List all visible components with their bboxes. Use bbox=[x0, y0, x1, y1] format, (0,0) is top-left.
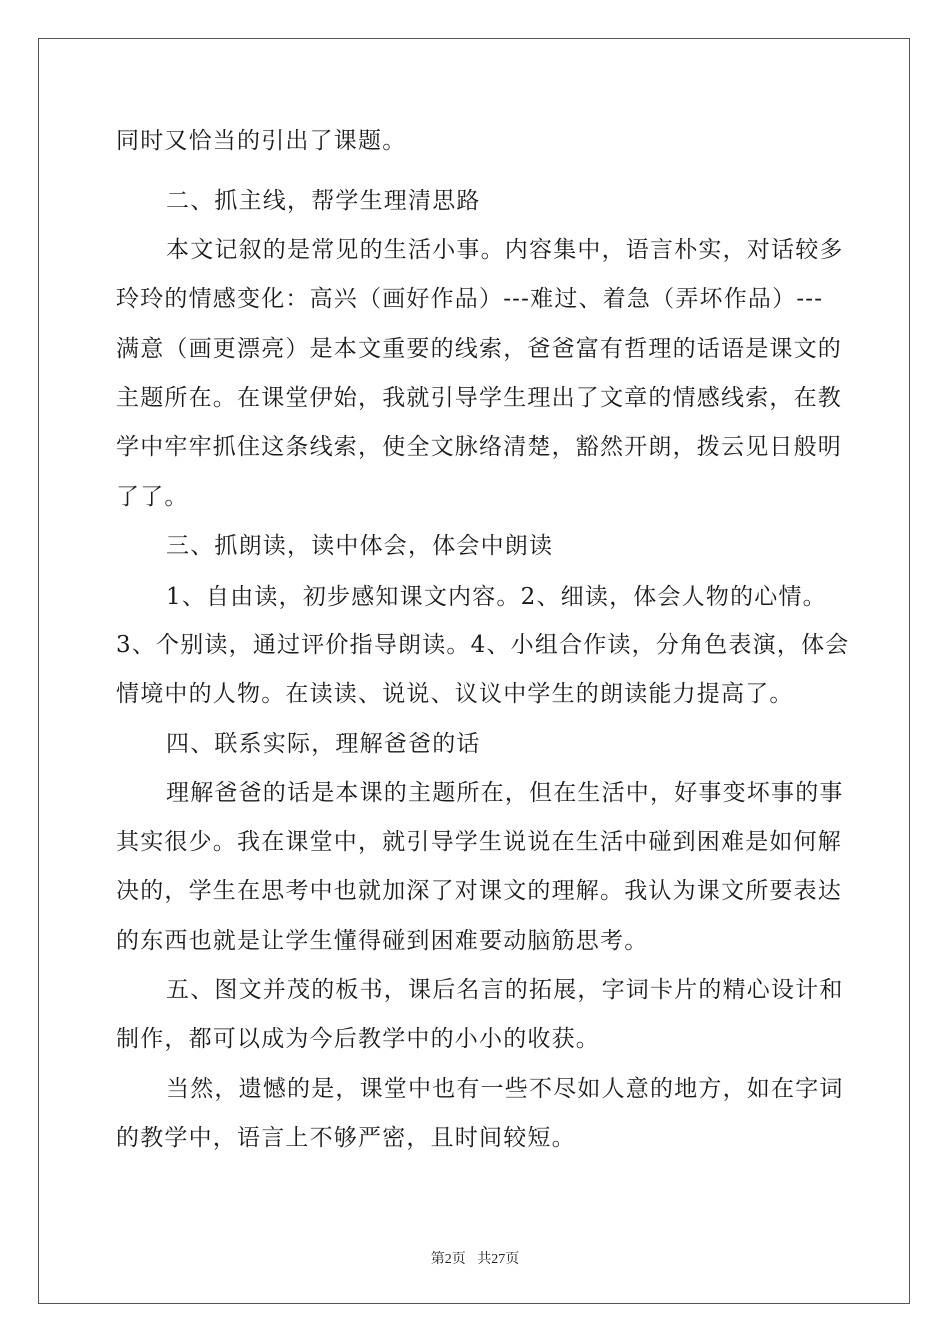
text-line: 情境中的人物。在读读、说说、议议中学生的朗读能力提高了。 bbox=[116, 681, 794, 707]
text-line: 1、自由读，初步感知课文内容。2、细读，体会人物的心情。 bbox=[166, 584, 827, 610]
text-line: 当然，遗憾的是，课堂中也有一些不尽如人意的地方，如在字词 bbox=[166, 1076, 844, 1102]
current-page-indicator: 第2页 bbox=[430, 1252, 466, 1267]
text-line: 学中牢牢抓住这条线索，使全文脉络清楚，豁然开朗，拨云见日般明 bbox=[116, 434, 842, 460]
text-line: 满意（画更漂亮）是本文重要的线索，爸爸富有哲理的话语是课文的 bbox=[116, 336, 842, 362]
text-line: 其实很少。我在课堂中，就引导学生说说在生活中碰到困难是如何解 bbox=[116, 829, 842, 855]
text-line: 了了。 bbox=[116, 484, 189, 510]
section-heading: 三、抓朗读，读中体会，体会中朗读 bbox=[166, 533, 554, 559]
text-line: 的东西也就是让学生懂得碰到困难要动脑筋思考。 bbox=[116, 928, 649, 954]
text-line: 玲玲的情感变化：高兴（画好作品）---难过、着急（弄坏作品）--- bbox=[116, 286, 824, 312]
section-heading: 四、联系实际，理解爸爸的话 bbox=[166, 731, 481, 757]
text-line: 制作，都可以成为今后教学中的小小的收获。 bbox=[116, 1026, 600, 1052]
text-line: 五、图文并茂的板书，课后名言的拓展，字词卡片的精心设计和 bbox=[166, 977, 844, 1003]
text-line: 的教学中，语言上不够严密，且时间较短。 bbox=[116, 1125, 576, 1151]
text-line: 理解爸爸的话是本课的主题所在，但在生活中，好事变坏事的事 bbox=[166, 780, 844, 806]
text-line: 本文记叙的是常见的生活小事。内容集中，语言朴实，对话较多 bbox=[166, 237, 844, 263]
page-footer bbox=[0, 1248, 950, 1268]
text-line: 决的，学生在思考中也就加深了对课文的理解。我认为课文所要表达 bbox=[116, 878, 842, 904]
section-heading: 二、抓主线，帮学生理清思路 bbox=[166, 188, 481, 214]
total-pages-indicator: 共27页 bbox=[477, 1252, 520, 1267]
text-line: 同时又恰当的引出了课题。 bbox=[116, 128, 407, 154]
page-border bbox=[38, 38, 910, 1304]
text-line: 主题所在。在课堂伊始，我就引导学生理出了文章的情感线索，在教 bbox=[116, 385, 842, 411]
text-line: 3、个别读，通过评价指导朗读。4、小组合作读，分角色表演，体会 bbox=[116, 632, 850, 658]
